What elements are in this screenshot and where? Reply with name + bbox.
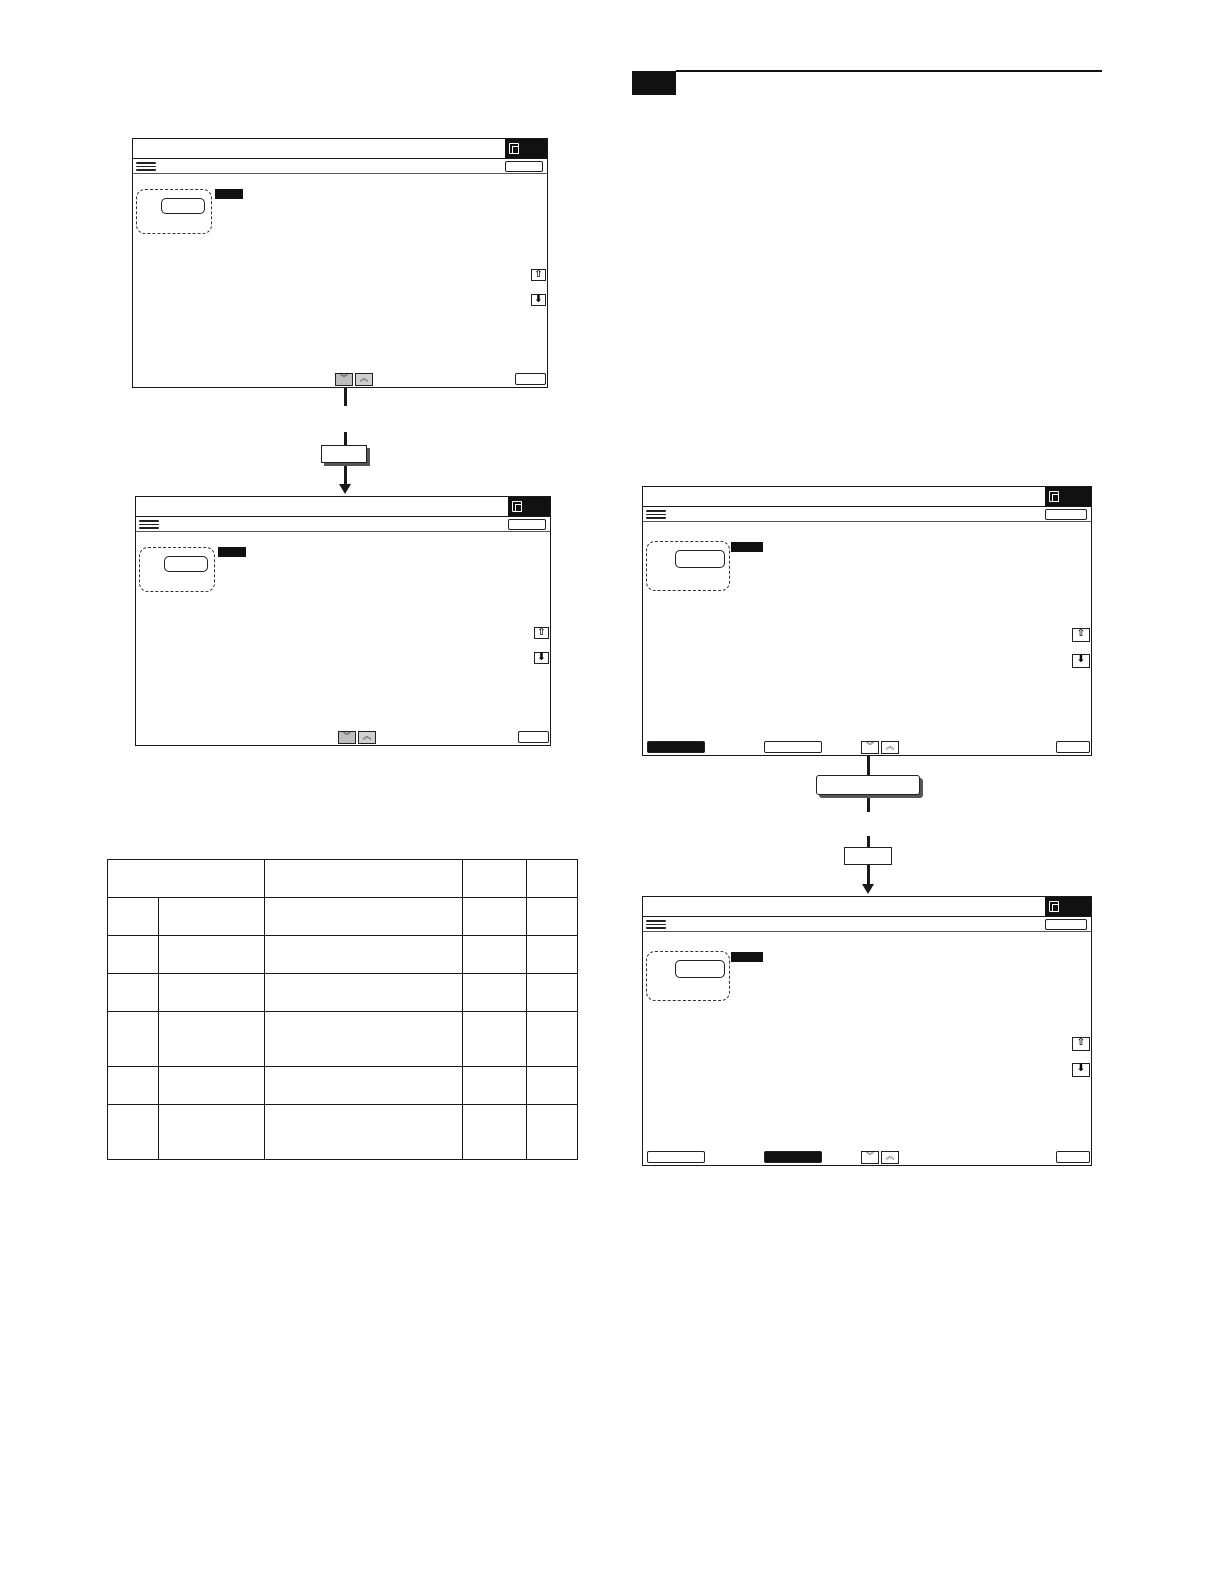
step-label — [844, 847, 892, 865]
ok-button[interactable] — [518, 731, 549, 743]
highlight-region — [136, 189, 212, 234]
window-corner — [505, 139, 547, 158]
flow-line — [867, 756, 870, 776]
table-cell — [159, 974, 265, 1012]
screen-panel-1 — [132, 138, 548, 388]
menu-lines-icon[interactable] — [136, 160, 156, 174]
double-chevron-up-icon[interactable]: ︽ — [358, 731, 376, 744]
table-cell — [159, 1105, 265, 1160]
table-cell — [265, 1012, 463, 1067]
status-tag — [218, 547, 246, 557]
highlight-region — [646, 541, 730, 591]
double-chevron-down-icon[interactable]: ︾ — [861, 1151, 879, 1164]
step-label — [816, 775, 920, 795]
menu-bar — [133, 158, 547, 174]
flow-line — [344, 388, 347, 406]
double-chevron-down-icon[interactable]: ︾ — [338, 731, 356, 744]
table-cell — [463, 974, 527, 1012]
page-nav — [338, 731, 378, 744]
tab-2[interactable] — [764, 1151, 822, 1163]
table-cell — [108, 974, 159, 1012]
table-cell — [159, 898, 265, 936]
double-chevron-up-icon[interactable]: ︽ — [881, 1151, 899, 1164]
highlight-region — [139, 547, 215, 592]
ok-button[interactable] — [1056, 1151, 1090, 1163]
setting-button[interactable] — [675, 960, 725, 978]
ok-button[interactable] — [515, 373, 546, 385]
table-header-cell — [265, 860, 463, 898]
down-arrow-icon[interactable]: ⬇ — [1072, 654, 1090, 668]
down-arrow-icon[interactable]: ⬇ — [534, 652, 549, 664]
double-chevron-up-icon[interactable]: ︽ — [355, 373, 373, 386]
window-icon — [509, 143, 519, 154]
down-arrow-icon[interactable]: ⬇ — [531, 294, 546, 306]
flow-line — [867, 798, 870, 812]
highlight-region — [646, 951, 730, 1001]
table-cell — [527, 1067, 578, 1105]
down-arrow-icon[interactable]: ⬇ — [1072, 1063, 1090, 1077]
status-tag — [731, 542, 763, 552]
menu-lines-icon[interactable] — [646, 508, 666, 522]
table-cell — [527, 1105, 578, 1160]
title-bar — [133, 139, 547, 159]
title-bar — [643, 487, 1091, 507]
table-cell — [108, 898, 159, 936]
menu-lines-icon[interactable] — [646, 918, 666, 932]
double-chevron-up-icon[interactable]: ︽ — [881, 741, 899, 754]
table-cell — [463, 1067, 527, 1105]
status-tag — [731, 952, 763, 962]
table-cell — [108, 1105, 159, 1160]
window-icon — [512, 501, 522, 512]
menu-bar — [643, 506, 1091, 522]
table-cell — [463, 1105, 527, 1160]
table-cell — [265, 1105, 463, 1160]
tab-1[interactable] — [647, 741, 705, 753]
close-button[interactable] — [1045, 919, 1087, 930]
table-cell — [159, 1067, 265, 1105]
section-tag — [632, 71, 676, 95]
step-label — [321, 445, 367, 463]
table-cell — [463, 898, 527, 936]
window-icon — [1049, 901, 1059, 912]
table-cell — [527, 1012, 578, 1067]
menu-bar — [136, 516, 550, 532]
window-icon — [1049, 491, 1059, 502]
double-chevron-down-icon[interactable]: ︾ — [861, 741, 879, 754]
page-nav — [861, 1151, 901, 1164]
table-cell — [265, 936, 463, 974]
screen-panel-3 — [642, 486, 1092, 756]
table-header-cell — [463, 860, 527, 898]
window-corner — [1045, 897, 1091, 916]
table-cell — [108, 1067, 159, 1105]
up-arrow-icon[interactable]: ⇧ — [531, 269, 546, 281]
double-chevron-down-icon[interactable]: ︾ — [335, 373, 353, 386]
setting-button[interactable] — [164, 556, 208, 572]
table-cell — [527, 936, 578, 974]
table-cell — [463, 1012, 527, 1067]
window-corner — [1045, 487, 1091, 506]
table-header-cell — [527, 860, 578, 898]
window-corner — [508, 497, 550, 516]
table-cell — [108, 1012, 159, 1067]
section-rule — [676, 70, 1102, 72]
page-nav — [335, 373, 375, 386]
table-cell — [527, 974, 578, 1012]
screen-panel-2 — [135, 496, 551, 746]
setting-button[interactable] — [675, 550, 725, 568]
close-button[interactable] — [1045, 509, 1087, 520]
table-row — [108, 1105, 578, 1160]
menu-lines-icon[interactable] — [139, 518, 159, 532]
table-row — [108, 898, 578, 936]
flow-arrowhead — [862, 884, 874, 894]
flow-arrowhead — [339, 484, 351, 494]
table-cell — [265, 974, 463, 1012]
table-cell — [527, 898, 578, 936]
up-arrow-icon[interactable]: ⇧ — [1072, 1037, 1090, 1051]
close-button[interactable] — [505, 161, 543, 172]
table-cell — [108, 936, 159, 974]
table-row — [108, 936, 578, 974]
table-row — [108, 974, 578, 1012]
table-row — [108, 1012, 578, 1067]
page-nav — [861, 741, 901, 754]
title-bar — [643, 897, 1091, 917]
tab-2[interactable] — [764, 741, 822, 753]
ok-button[interactable] — [1056, 741, 1090, 753]
up-arrow-icon[interactable]: ⇧ — [534, 627, 549, 639]
menu-bar — [643, 916, 1091, 932]
spec-table — [107, 859, 578, 1160]
title-bar — [136, 497, 550, 517]
table-cell — [463, 936, 527, 974]
tab-1[interactable] — [647, 1151, 705, 1163]
table-header-row — [108, 860, 578, 898]
table-row — [108, 1067, 578, 1105]
table-cell — [159, 1012, 265, 1067]
table-header-cell — [108, 860, 265, 898]
table-cell — [265, 898, 463, 936]
status-tag — [215, 189, 243, 199]
up-arrow-icon[interactable]: ⇧ — [1072, 628, 1090, 642]
setting-button[interactable] — [161, 198, 205, 214]
table-cell — [265, 1067, 463, 1105]
screen-panel-4 — [642, 896, 1092, 1166]
close-button[interactable] — [508, 519, 546, 530]
table-cell — [159, 936, 265, 974]
